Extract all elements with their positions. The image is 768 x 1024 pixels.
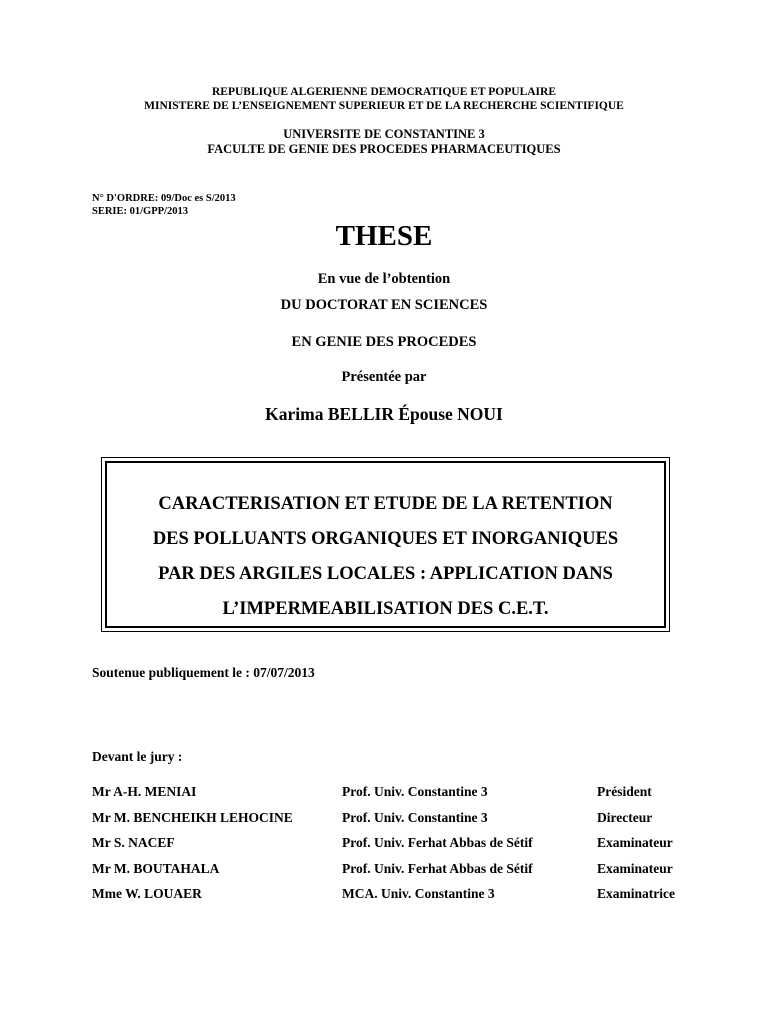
ordre-number: N° D'ORDRE: 09/Doc es S/2013 bbox=[92, 193, 236, 204]
university-line: UNIVERSITE DE CONSTANTINE 3 bbox=[283, 127, 485, 141]
thesis-title-frame bbox=[101, 457, 670, 632]
jury-member-name: Mr A-H. MENIAI bbox=[92, 784, 197, 799]
reference-block bbox=[92, 192, 236, 218]
jury-member-affiliation: Prof. Univ. Constantine 3 bbox=[342, 809, 488, 825]
thesis-title bbox=[107, 487, 664, 627]
jury-member-role: Président bbox=[597, 784, 652, 799]
jury-member-role: Examinatrice bbox=[597, 886, 675, 901]
jury-member-role: Examinateur bbox=[597, 860, 673, 876]
ministry-header bbox=[0, 85, 768, 113]
thesis-title-line: L’IMPERMEABILISATION DES C.E.T. bbox=[222, 599, 549, 619]
jury-member-role: Directeur bbox=[597, 809, 653, 825]
jury-member-affiliation: Prof. Univ. Ferhat Abbas de Sétif bbox=[342, 835, 533, 850]
author-name: Karima BELLIR Épouse NOUI bbox=[265, 404, 503, 424]
jury-member-name: Mr M. BENCHEIKH LEHOCINE bbox=[92, 809, 293, 825]
jury-member-name: Mr S. NACEF bbox=[92, 835, 175, 850]
jury-member-affiliation: Prof. Univ. Constantine 3 bbox=[342, 784, 488, 799]
jury-member-affiliation: Prof. Univ. Ferhat Abbas de Sétif bbox=[342, 860, 533, 876]
purpose-line: En vue de l’obtention bbox=[317, 271, 451, 287]
jury-heading: Devant le jury : bbox=[92, 749, 183, 764]
thesis-title-inner-frame bbox=[105, 461, 666, 628]
ministry-line: MINISTERE DE L’ENSEIGNEMENT SUPERIEUR ET DE LA RECHERCHE SCIENTIFIQUE bbox=[144, 100, 624, 112]
degree-line: DU DOCTORAT EN SCIENCES bbox=[280, 297, 488, 313]
defense-date: Soutenue publiquement le : 07/07/2013 bbox=[92, 665, 315, 680]
jury-member-affiliation: MCA. Univ. Constantine 3 bbox=[342, 886, 495, 901]
jury-member-name: Mr M. BOUTAHALA bbox=[92, 860, 220, 876]
serie-number: SERIE: 01/GPP/2013 bbox=[92, 206, 188, 217]
institution-header bbox=[0, 127, 768, 157]
presented-by-label: Présentée par bbox=[341, 369, 427, 385]
republic-line: REPUBLIQUE ALGERIENNE DEMOCRATIQUE ET POPULAIRE bbox=[212, 86, 556, 98]
thesis-title-line: CARACTERISATION ET ETUDE DE LA RETENTION bbox=[158, 494, 613, 514]
thesis-title-line: DES POLLUANTS ORGANIQUES ET INORGANIQUES bbox=[152, 529, 619, 549]
field-line: EN GENIE DES PROCEDES bbox=[291, 334, 477, 350]
thesis-title-line: PAR DES ARGILES LOCALES : APPLICATION DANS bbox=[158, 564, 613, 584]
jury-member-name: Mme W. LOUAER bbox=[92, 886, 202, 901]
faculty-line: FACULTE DE GENIE DES PROCEDES PHARMACEUTIQUES bbox=[207, 142, 561, 156]
document-type-title: THESE bbox=[335, 220, 433, 252]
jury-member-role: Examinateur bbox=[597, 835, 673, 850]
